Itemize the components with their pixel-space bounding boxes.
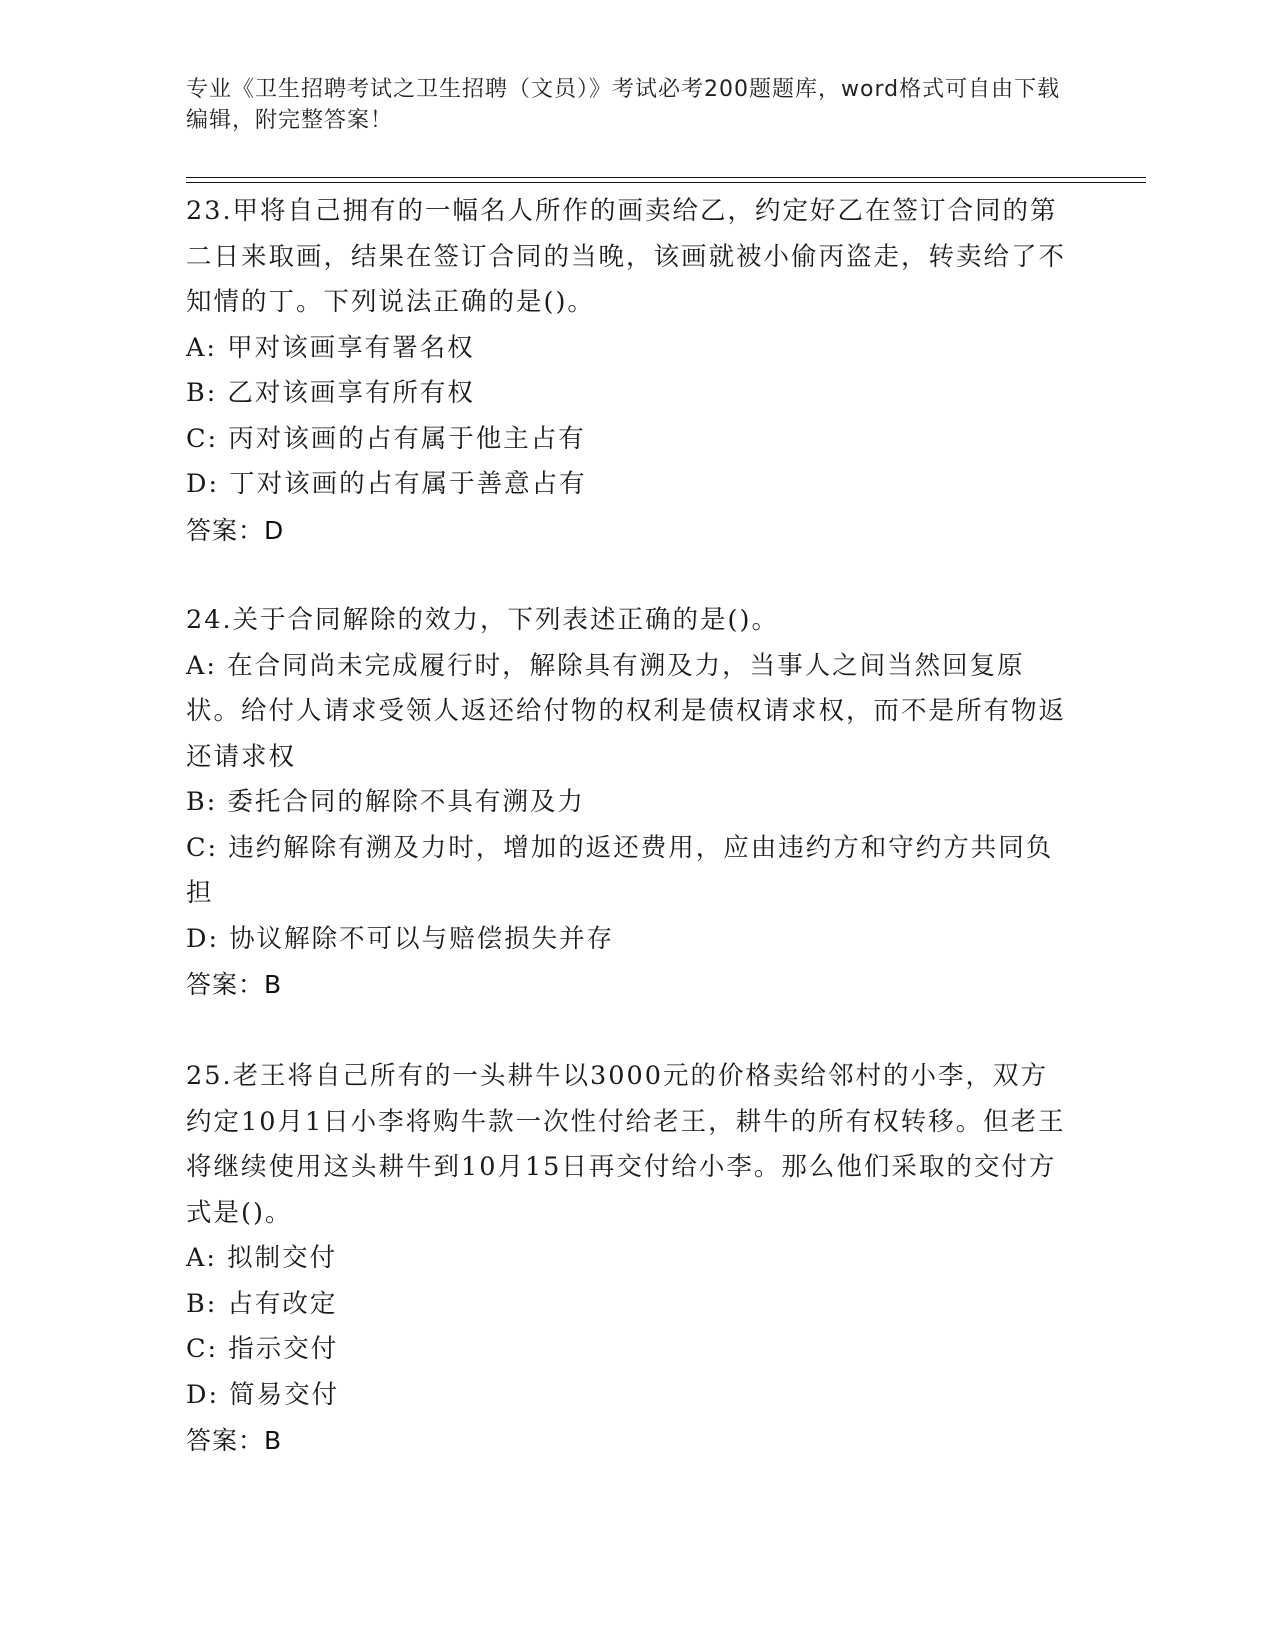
header-divider-bottom xyxy=(186,182,1146,183)
answer-label: 答案：B xyxy=(186,970,283,999)
option-d: D: 丁对该画的占有属于善意占有 xyxy=(186,469,587,499)
option-c: C: 违约解除有溯及力时，增加的返还费用，应由违约方和守约方共同负担 xyxy=(186,832,1054,908)
option-d: D: 简易交付 xyxy=(186,1379,340,1410)
option-c: C: 指示交付 xyxy=(186,1334,339,1364)
answer-label: 答案：D xyxy=(186,515,285,545)
question-stem: 25.老王将自己所有的一头耕牛以3000元的价格卖给邻村的小李，双方约定10月1日小李将购牛款一次性付给老王，耕牛的所有权转移。但老王将继续使用这头耕牛到10月15日再交付给小李。那么他们采取的交付方式是()。 xyxy=(186,1061,1066,1228)
option-b: B: 占有改定 xyxy=(186,1288,338,1319)
option-c: C: 丙对该画的占有属于他主占有 xyxy=(186,423,586,454)
question-stem: 23.甲将自己拥有的一幅名人所作的画卖给乙，约定好乙在签订合同的第二日来取画，结果在签订合同的当晚，该画就被小偷丙盗走，转卖给了不知情的丁。下列说法正确的是()。 xyxy=(186,196,1067,317)
header-divider-top xyxy=(186,177,1146,178)
question-25 xyxy=(186,1054,1066,1464)
question-24 xyxy=(186,598,1066,1008)
option-d: D: 协议解除不可以与赔偿损失并存 xyxy=(186,923,615,954)
option-b: B: 乙对该画享有所有权 xyxy=(186,378,475,408)
option-a: A: 拟制交付 xyxy=(186,1243,338,1273)
question-23 xyxy=(186,189,1066,553)
option-a: A: 甲对该画享有署名权 xyxy=(186,332,475,363)
option-a: A: 在合同尚未完成履行时，解除具有溯及力，当事人之间当然回复原状。给付人请求受领人返还给付物的权利是债权请求权，而不是所有物返还请求权 xyxy=(186,650,1067,772)
question-stem: 24.关于合同解除的效力，下列表述正确的是()。 xyxy=(186,605,779,635)
option-b: B: 委托合同的解除不具有溯及力 xyxy=(186,787,585,817)
answer-label: 答案：B xyxy=(186,1426,283,1455)
document-header: 专业《卫生招聘考试之卫生招聘（文员）》考试必考200题题库，word格式可自由下载编辑，附完整答案！ xyxy=(186,77,1061,133)
